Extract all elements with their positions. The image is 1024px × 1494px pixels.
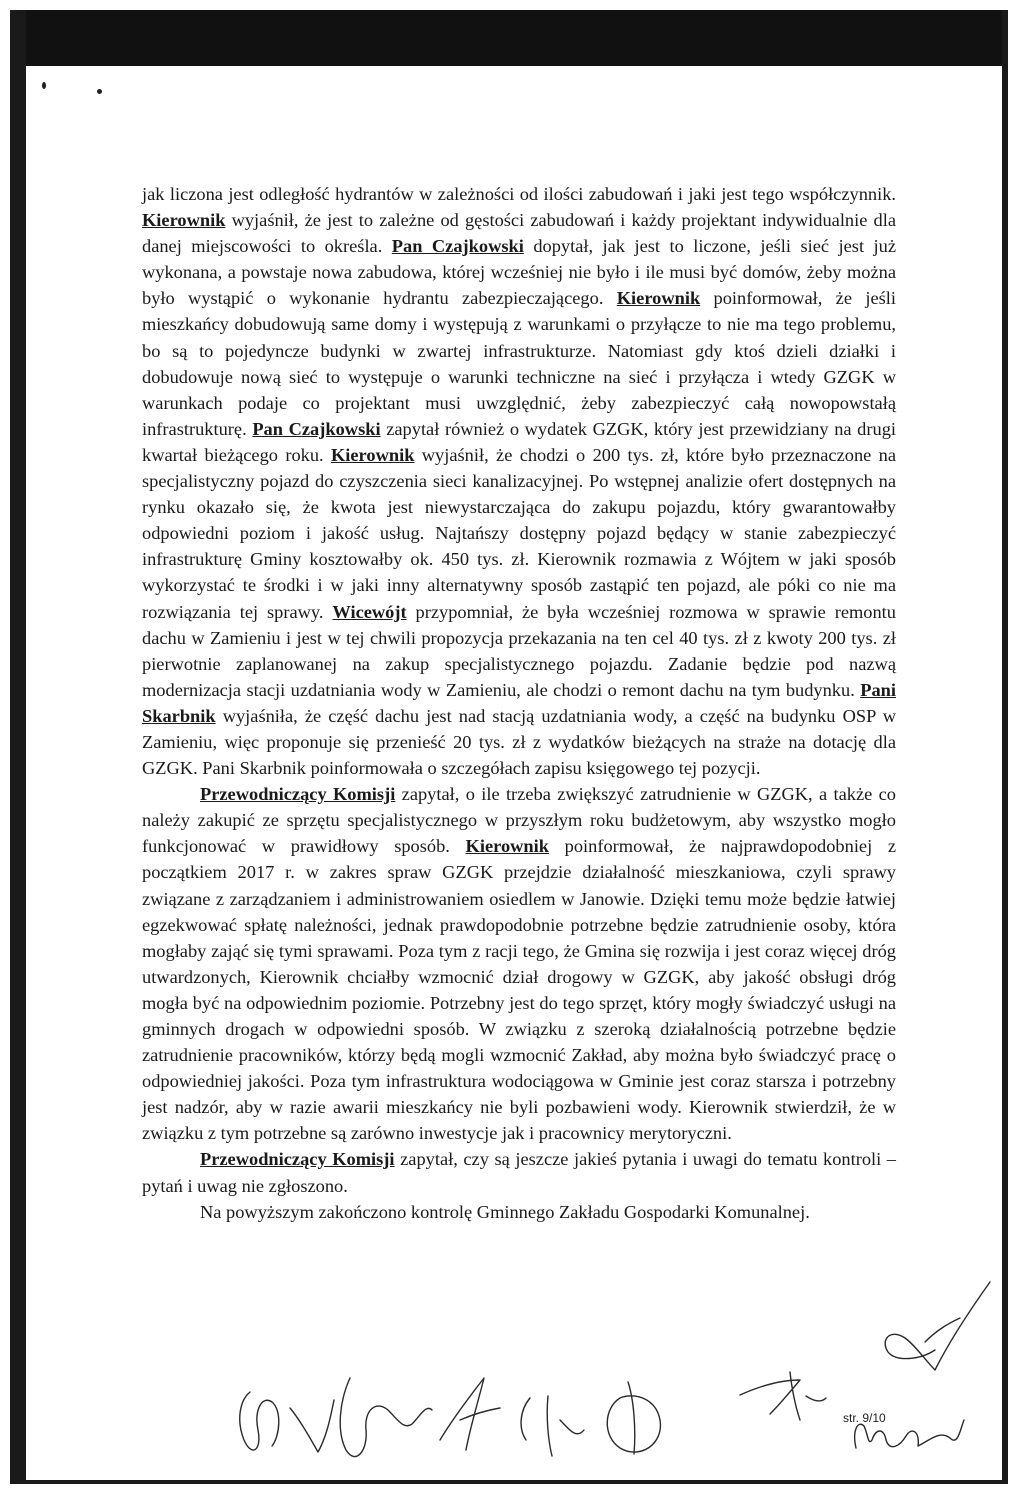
paragraph-text: wyjaśniła, że część dachu jest nad stacją uzdatniania wody, a część na budynku OSP w Zamieniu, więc proponuje się przenieść 20 tys. zł z wydatków bieżących na straże na dotację dla GZGK. Pani Skarbnik poinformowała o szczegółach zapisu księgowego tej pozycji. xyxy=(142,705,896,779)
paragraph-text: poinformował, że najprawdopodobniej z początkiem 2017 r. w zakres spraw GZGK przejdzie działalność mieszkaniowa, czyli sprawy związane z zarządzaniem i administrowaniem osiedlem w Janowie. Dzięki temu może będzie łatwiej egzekwować spłatę należności, jednak prawdopodobnie potrzebne będzie zatrudnienie osoby, która mogłaby zająć się tymi sprawami. Poza tym z racji tego, że Gmina się rozwija i jest coraz więcej dróg utwardzonych, Kierownik chciałby wzmocnić dział drogowy w GZGK, aby jakość obsługi dróg mogła być na odpowiednim poziomie. Potrzebny jest do tego sprzęt, który mogły świadczyć usługi na gminnych drogach w odpowiedni sposób. W związku z szeroką działalnością potrzebne będzie zatrudnienie pracowników, którzy będą mogli wzmocnić Zakład, aby można było świadczyć pracę o odpowiedniej jakości. Poza tym infrastruktura wodociągowa w Gminie jest coraz starsza i potrzebny jest nadzór, aby w razie awarii mieszkańcy nie byli pozbawieni wody. Kierownik stwierdził, że w związku z tym potrzebne są zarówno inwestycje jak i pracownicy merytoryczni. xyxy=(142,836,896,1144)
paragraph-text: zapytał, o ile trzeba zwiększyć zatrudnienie w GZGK, a także co należy zakupić ze sprzętu specjalistycznego w przyszłym roku budżetowym, aby wszystko mogło funkcjonować w prawidłowy sposób. xyxy=(142,784,896,857)
speaker-name: Przewodniczący Komisji xyxy=(200,784,396,805)
speaker-name: Kierownik xyxy=(142,210,226,231)
signature-stroke xyxy=(607,1382,660,1454)
speaker-name: Kierownik xyxy=(330,444,415,465)
signature-stroke xyxy=(440,1378,500,1450)
speaker-name: Pani Skarbnik xyxy=(142,679,896,726)
signature-stroke xyxy=(340,1378,432,1457)
paragraph xyxy=(142,781,896,1146)
paragraph-text: dopytał, jak jest to liczone, jeśli sieć jest już wykonana, a powstaje nowa zabudowa, której wcześniej nie było i ile musi być domów, żeby można było wystąpić o wykonanie hydrantu zabezpieczającego. xyxy=(142,236,896,309)
speaker-name: Kierownik xyxy=(465,836,549,857)
speaker-name: Pan Czajkowski xyxy=(391,236,524,257)
paragraph xyxy=(142,181,896,781)
paragraph xyxy=(142,1199,896,1225)
page-number: str. 9/10 xyxy=(843,1411,886,1425)
paragraph-text: poinformował, że jeśli mieszkańcy dobudowują same domy i występują z warunkami o przyłącze to nie ma tego problemu, bo są to pojedyncze budynki w zwartej infrastrukturze. Natomiast gdy ktoś dzieli działki i dobudowuje nową sieć to występuje o warunki techniczne na sieć i przyłącza i wtedy GZGK w warunkach podaje co projektant musi uwzględnić, żeby zabezpieczyć całą nowopowstałą infrastrukturę. xyxy=(142,288,896,439)
paragraph-text: jak liczona jest odległość hydrantów w zależności od ilości zabudowań i jaki jest tego współczynnik. xyxy=(142,184,896,204)
paragraph-text: wyjaśnił, że jest to zależne od gęstości zabudowań i każdy projektant indywidualnie dla danej miejscowości to określa. xyxy=(142,210,896,257)
scan-right-border xyxy=(1002,10,1008,1484)
scan-left-border xyxy=(10,10,26,1484)
signature-stroke xyxy=(885,1282,990,1370)
document-body xyxy=(142,181,896,1225)
paragraph-text: wyjaśnił, że chodzi o 200 tys. zł, które było przeznaczone na specjalistyczny pojazd do czyszczenia sieci kanalizacyjnej. Po wstępnej analizie ofert dostępnych na rynku okazało się, że kwota jest niewystarczająca do zakupu pojazdu, który gwarantowałby odpowiedni poziom i jakość usług. Najtańszy dostępny pojazd będący w stanie zabezpieczyć infrastrukturę Gminy kosztowałby ok. 450 tys. zł. Kierownik rozmawia z Wójtem w jaki sposób wykorzystać te środki i w jaki inny alternatywny sposób zastąpić ten pojazd, ale póki co nie ma rozwiązania tej sprawy. xyxy=(142,444,896,622)
scan-speck xyxy=(42,82,46,89)
paragraph-text: przypomniał, że była wcześniej rozmowa w sprawie remontu dachu w Zamieniu i jest w tej chwili propozycja przekazania na ten cel 40 tys. zł z kwoty 200 tys. zł pierwotnie zaplanowanej na zakup specjalistycznego pojazdu. Zadanie będzie pod nazwą modernizacja stacji uzdatniania wody w Zamieniu, ale chodzi o remont dachu na tym budynku. xyxy=(142,601,896,700)
paragraph-text: Na powyższym zakończono kontrolę Gminnego Zakładu Gospodarki Komunalnej. xyxy=(200,1201,810,1222)
signature-stroke xyxy=(240,1392,279,1450)
signature-stroke xyxy=(925,1318,960,1342)
speaker-name: Wicewójt xyxy=(332,601,407,622)
speaker-name: Pan Czajkowski xyxy=(252,418,381,439)
paragraph xyxy=(142,1146,896,1198)
speaker-name: Kierownik xyxy=(616,288,701,309)
paragraph-text: zapytał, czy są jeszcze jakieś pytania i uwagi do tematu kontroli – pytań i uwag nie zgłoszono. xyxy=(142,1149,897,1196)
scan-speck xyxy=(97,89,102,94)
signature-stroke xyxy=(290,1400,334,1452)
signature-stroke xyxy=(521,1396,584,1456)
scan-top-border xyxy=(10,10,1008,66)
speaker-name: Przewodniczący Komisji xyxy=(200,1149,395,1170)
scan-bottom-border xyxy=(10,1480,1008,1484)
paragraph-text: zapytał również o wydatek GZGK, który jest przewidziany na drugi kwartał bieżącego roku. xyxy=(142,418,897,465)
signature-stroke xyxy=(740,1372,826,1420)
